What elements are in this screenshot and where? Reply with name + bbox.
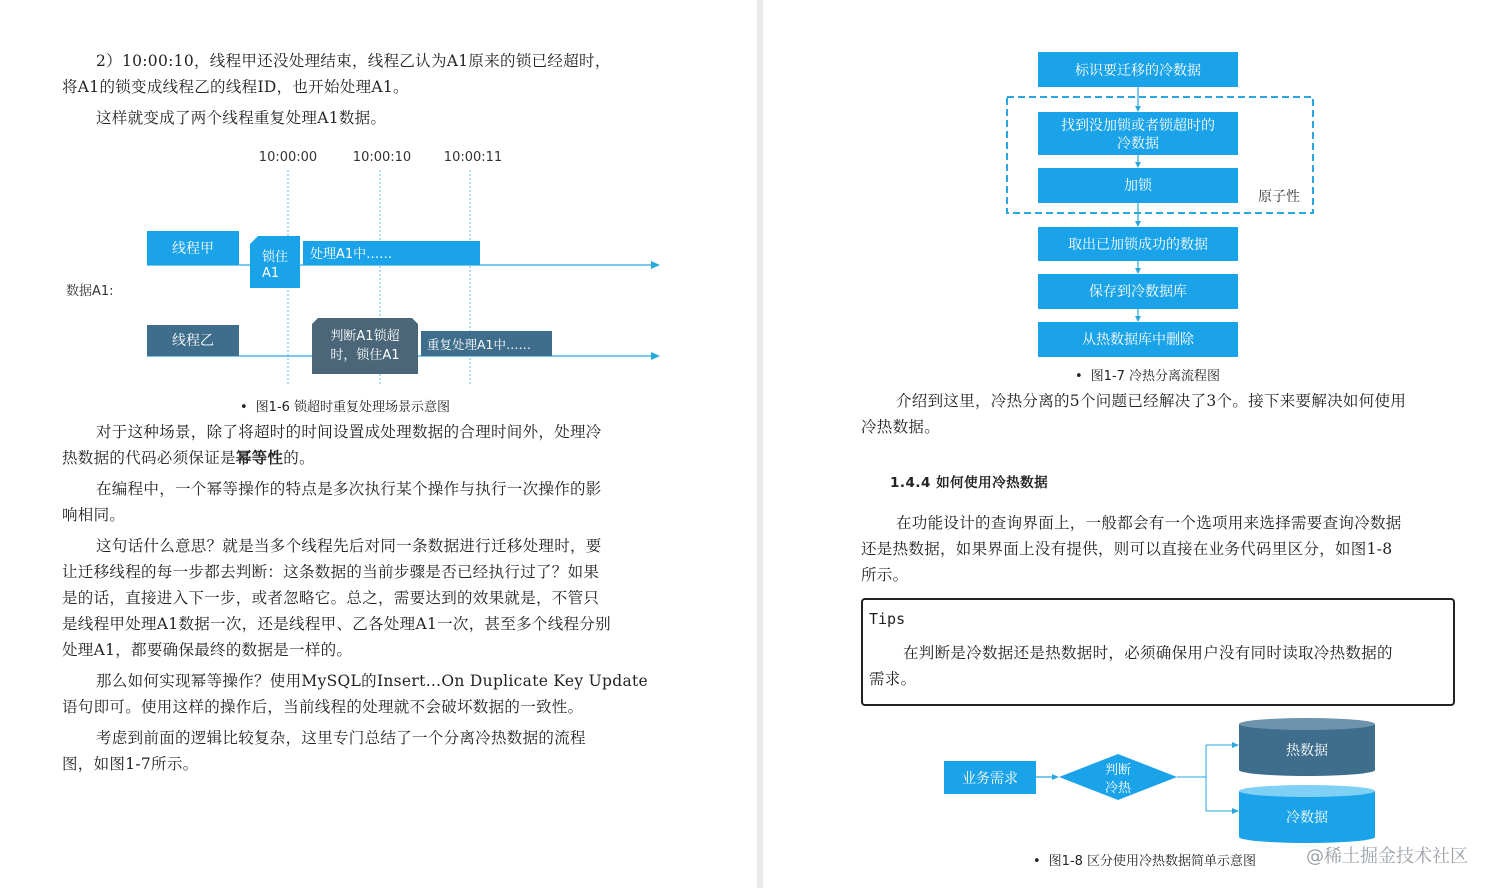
svg-text:冷热: 冷热 xyxy=(1104,781,1132,796)
watermark: @稀土掘金技术社区 xyxy=(1306,846,1468,867)
thread-b-label: 线程乙 xyxy=(172,333,214,349)
figure-caption: • 图1-6 锁超时重复处理场景示意图 xyxy=(240,400,451,415)
paragraph: 2）10:00:10，线程甲还没处理结束，线程乙认为A1原来的锁已经超时， xyxy=(96,52,611,70)
time-label: 10:00:00 xyxy=(258,150,318,165)
svg-text:取出已加锁成功的数据: 取出已加锁成功的数据 xyxy=(1068,237,1208,253)
paragraph: 这句话什么意思？就是当多个线程先后对同一条数据进行迁移处理时，要 xyxy=(96,537,602,555)
paragraph: 那么如何实现幂等操作？使用MySQL的Insert…On Duplicate Key Update xyxy=(96,672,649,690)
tips-body: 在判断是冷数据还是热数据时，必须确保用户没有同时读取冷热数据的 需求。 xyxy=(869,644,1393,688)
figure-1-7 xyxy=(763,0,1493,362)
paragraph: 语句即可。使用这样的操作后，当前线程的处理就不会破坏数据的一致性。 xyxy=(62,698,584,716)
svg-text:判断: 判断 xyxy=(1104,763,1132,778)
svg-text:热数据: 热数据 xyxy=(1286,743,1328,759)
paragraph: 所示。 xyxy=(861,566,909,584)
time-label: 10:00:10 xyxy=(352,150,412,165)
data-a1-label: 数据A1: xyxy=(66,284,114,299)
lock-a1-text: 锁住 xyxy=(262,250,289,265)
bold-term: 幂等性 xyxy=(235,448,284,467)
lock-a1-text: A1 xyxy=(262,266,280,281)
paragraph: 这样就变成了两个线程重复处理A1数据。 xyxy=(96,109,387,127)
paragraph: 在功能设计的查询界面上，一般都会有一个选项用来选择需要查询冷数据 xyxy=(896,514,1402,532)
paragraph: 是的话，直接进入下一步，或者忽略它。总之，需要达到的效果就是，不管只 xyxy=(62,589,600,607)
svg-text:找到没加锁或者锁超时的: 找到没加锁或者锁超时的 xyxy=(1061,118,1215,134)
paragraph: 是线程甲处理A1数据一次，还是线程甲、乙各处理A1一次，甚至多个线程分别 xyxy=(62,615,611,633)
paragraph: 将A1的锁变成线程乙的线程ID，也开始处理A1。 xyxy=(62,78,409,96)
time-label: 10:00:11 xyxy=(443,150,503,165)
paragraph: 考虑到前面的逻辑比较复杂，这里专门总结了一个分离冷热数据的流程 xyxy=(96,729,586,747)
svg-text:从热数据库中删除: 从热数据库中删除 xyxy=(1082,332,1194,348)
paragraph: 对于这种场景，除了将超时的时间设置成处理数据的合理时间外，处理冷 xyxy=(96,423,602,441)
tips-box xyxy=(861,598,1455,706)
paragraph: 还是热数据，如果界面上没有提供，则可以直接在业务代码里区分，如图1-8 xyxy=(861,540,1393,558)
figure-1-8 xyxy=(763,710,1493,845)
section-heading: 1.4.4 如何使用冷热数据 xyxy=(890,475,1049,491)
right-page xyxy=(763,0,1493,888)
figure-caption: • 图1-7 冷热分离流程图 xyxy=(1075,369,1221,384)
repeat-label: 重复处理A1中…… xyxy=(427,337,532,352)
tips-title: Tips xyxy=(869,610,906,628)
figure-caption: • 图1-8 区分使用冷热数据简单示意图 xyxy=(1033,854,1257,869)
svg-text:冷数据: 冷数据 xyxy=(1286,810,1328,826)
paragraph: 在编程中，一个幂等操作的特点是多次执行某个操作与执行一次操作的影 xyxy=(96,480,602,498)
paragraph: 图，如图1-7所示。 xyxy=(62,755,199,773)
figure-1-6 xyxy=(0,140,757,390)
thread-a-label: 线程甲 xyxy=(172,241,214,257)
processing-label: 处理A1中…… xyxy=(310,247,393,262)
judge-text: 时，锁住A1 xyxy=(330,348,400,363)
svg-text:冷数据: 冷数据 xyxy=(1117,136,1159,152)
paragraph: 冷热数据。 xyxy=(861,418,941,436)
paragraph: 介绍到这里，冷热分离的5个问题已经解决了3个。接下来要解决如何使用 xyxy=(896,392,1407,410)
judge-box xyxy=(312,318,418,374)
judge-text: 判断A1锁超 xyxy=(330,329,400,344)
paragraph: 热数据的代码必须保证是幂等性的。 xyxy=(62,448,315,467)
paragraph: 让迁移线程的每一步都去判断：这条数据的当前步骤是否已经执行过了？如果 xyxy=(62,563,600,581)
svg-text:业务需求: 业务需求 xyxy=(962,771,1018,787)
paragraph: 处理A1，都要确保最终的数据是一样的。 xyxy=(62,641,353,659)
paragraph: 响相同。 xyxy=(62,506,126,524)
svg-text:加锁: 加锁 xyxy=(1124,178,1152,194)
svg-text:保存到冷数据库: 保存到冷数据库 xyxy=(1089,284,1187,300)
atomic-label: 原子性 xyxy=(1258,189,1300,205)
svg-text:标识要迁移的冷数据: 标识要迁移的冷数据 xyxy=(1075,63,1201,79)
